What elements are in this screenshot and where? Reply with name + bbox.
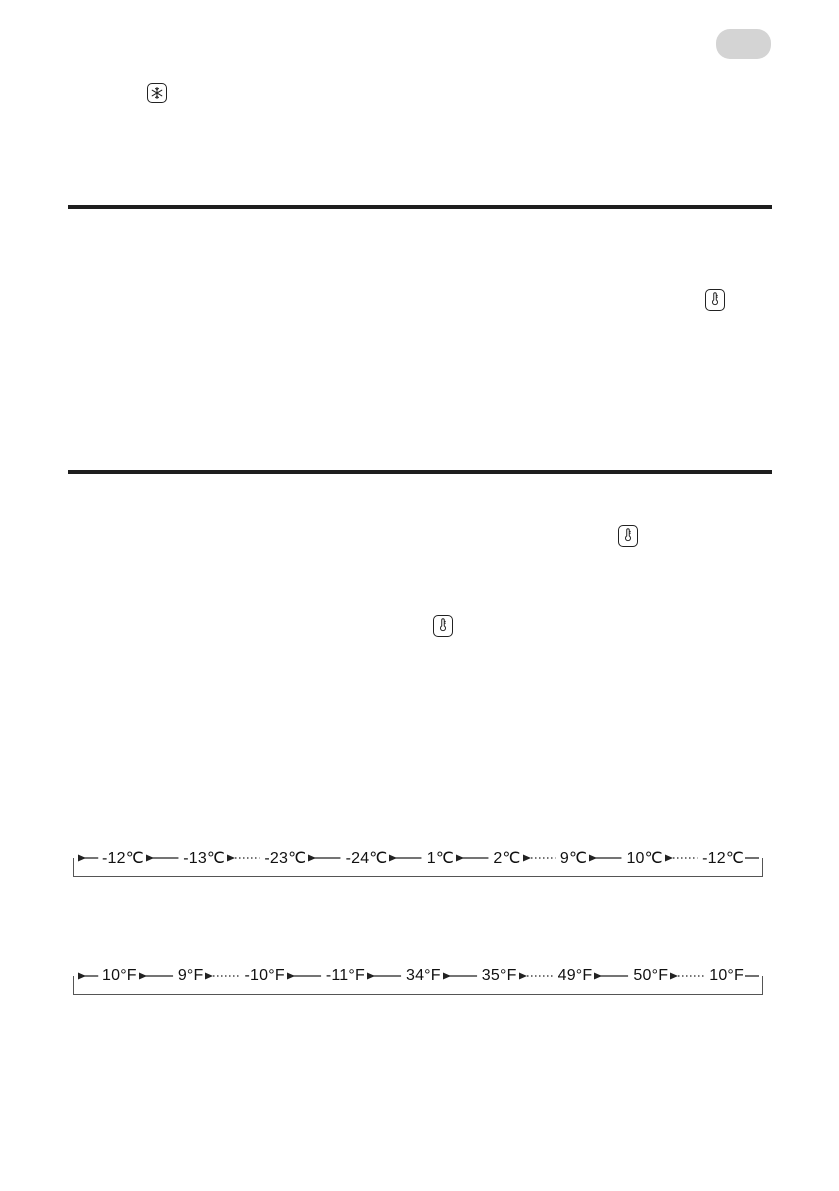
- dotted-arrow: [205, 970, 242, 982]
- temperature-step: 50°F: [633, 967, 669, 984]
- cycle-entry-arrow: [78, 852, 100, 864]
- step-arrow: [456, 852, 491, 864]
- thermometer-icon: [618, 525, 638, 547]
- temperature-step: 1℃: [426, 850, 455, 867]
- cycle-row: [73, 847, 763, 869]
- step-arrow: [367, 970, 404, 982]
- step-arrow: [146, 852, 181, 864]
- temperature-step: -23℃: [264, 850, 307, 867]
- temperature-step: -24℃: [345, 850, 388, 867]
- dotted-arrow: [670, 970, 707, 982]
- temperature-step: -10°F: [244, 967, 285, 984]
- temperature-step: 49°F: [557, 967, 593, 984]
- step-arrow: [139, 970, 176, 982]
- temperature-step: 10℃: [626, 850, 663, 867]
- temperature-step: -13℃: [183, 850, 226, 867]
- temperature-step: 34°F: [405, 967, 441, 984]
- celsius-cycle-diagram: [73, 847, 763, 877]
- temperature-step: 10°F: [709, 967, 745, 984]
- dotted-arrow: [665, 852, 700, 864]
- temperature-step: 2℃: [493, 850, 521, 867]
- dotted-arrow: [227, 852, 262, 864]
- temperature-step: -12℃: [702, 850, 744, 867]
- cycle-return-line: [745, 970, 759, 982]
- dotted-arrow: [519, 970, 556, 982]
- snowflake-icon: [147, 83, 167, 103]
- step-arrow: [594, 970, 631, 982]
- step-arrow: [389, 852, 424, 864]
- step-arrow: [589, 852, 624, 864]
- temperature-step: -11°F: [325, 967, 365, 984]
- step-arrow: [443, 970, 480, 982]
- step-arrow: [287, 970, 324, 982]
- dotted-arrow: [523, 852, 558, 864]
- temperature-step: 9℃: [559, 850, 588, 867]
- fahrenheit-cycle-diagram: [73, 965, 763, 995]
- page-tab: [716, 29, 771, 59]
- temperature-step: 9°F: [177, 967, 204, 984]
- temperature-step: 10°F: [102, 967, 137, 984]
- temperature-step: 35°F: [481, 967, 517, 984]
- temperature-step: -12℃: [102, 850, 144, 867]
- section-divider: [68, 205, 772, 209]
- step-arrow: [308, 852, 343, 864]
- section-divider: [68, 470, 772, 474]
- cycle-row: [73, 965, 763, 987]
- thermometer-icon: [705, 289, 725, 311]
- cycle-entry-arrow: [78, 970, 100, 982]
- cycle-return-line: [745, 852, 759, 864]
- thermometer-icon: [433, 615, 453, 637]
